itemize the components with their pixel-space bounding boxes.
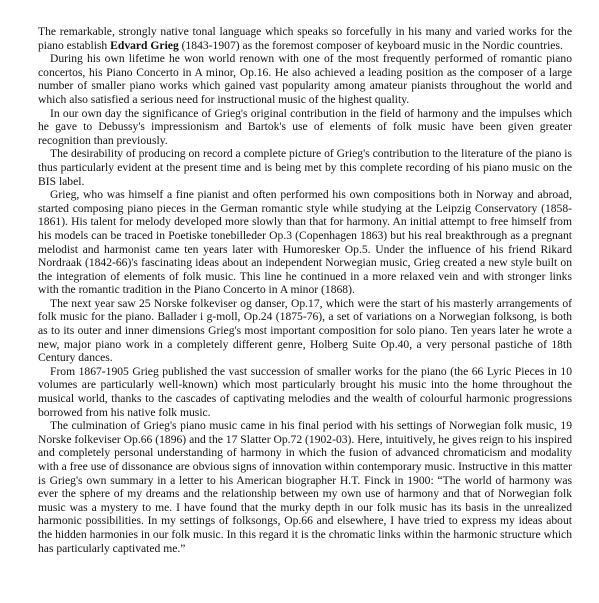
intro-text-after: (1843-1907) as the foremost composer of keyboard music in the Nordic countries. — [178, 38, 563, 52]
paragraph-culmination: The culmination of Grieg's piano music came in his final period with his settings of Norwegian folk music, 19 Norske folkeviser Op.66 (1896) and the 17 Slatter Op.72 (1902-03). Here, intuitively, he gives reign to his inspired and completely personal understanding of harmony in which the fusion of advanced chromaticism and modality with a free use of dissonance are obvious signs of innovation within contemporary music. Instructive in this matter is Grieg's own summary in a letter to his American biographer H.T. Finck in 1900: “The world of harmony was ever the sphere of my dreams and the relationship between my own use of harmony and that of Norwegian folk music was a mystery to me. I have found that the murky depth in our folk music has its basis in the unrealized harmonic possibilities. In my settings of folksongs, Op.66 and elsewhere, I have tried to express my ideas about the hidden harmonies in our folk music. In this regard it is the chromatic links within the harmonic structure which has particularly captivated me.” — [38, 419, 572, 555]
paragraph-significance: In our own day the significance of Grieg's original contribution in the field of harmony and the impulses which he gave to Debussy's impressionism and Bartok's use of elements of folk music have been given greater recognition than previously. — [38, 106, 572, 147]
liner-notes-page — [38, 25, 572, 555]
paragraph-early-career: Grieg, who was himself a fine pianist and often performed his own compositions both in Norway and abroad, started composing piano pieces in the German romantic style while studying at the Leipzig Conservatory (1858-1861). His talent for melody developed more slowly than that for harmony. An initial attempt to free himself from his models can be traced in Poetiske tonebilleder Op.3 (Copenhagen 1863) but his real breakthrough as a pregnant melodist and harmonist came ten years later with Humoresker Op.5. Under the influence of his friend Rikard Nordraak (1842-66)'s fascinating ideas about an independent Norwegian music, Grieg created a new style built on the integration of elements of folk music. This line he continued in a more relaxed vein and with stronger links with the romantic tradition in the Piano Concerto in A minor (1868). — [38, 188, 572, 297]
paragraph-intro — [38, 25, 572, 52]
intro-text-before: The remarkable, strongly native tonal language which speaks so forcefully in his many and varied works for the piano establish — [38, 25, 572, 52]
composer-name: Edvard Grieg — [110, 38, 179, 52]
paragraph-recording: The desirability of producing on record a complete picture of Grieg's contribution to the literature of the piano is thus particularly evident at the present time and is being met by this complete recording of his piano music on the BIS label. — [38, 147, 572, 188]
paragraph-lyric-pieces: From 1867-1905 Grieg published the vast succession of smaller works for the piano (the 66 Lyric Pieces in 10 volumes are particularly well-known) which most particularly brought his music into the home throughout the musical world, thanks to the cascades of captivating melodies and the wealth of colourful harmonic progressions borrowed from his native folk music. — [38, 364, 572, 419]
paragraph-lifetime-renown: During his own lifetime he won world renown with one of the most frequently performed of romantic piano concertos, his Piano Concerto in A minor, Op.16. He also achieved a leading position as the composer of a large number of smaller piano works which gained vast popularity among amateur pianists throughout the world and which also satisfied a serious need for instructional music of the highest quality. — [38, 52, 572, 106]
paragraph-folk-arrangements: The next year saw 25 Norske folkeviser og danser, Op.17, which were the start of his masterly arrangements of folk music for the piano. Ballader i g-moll, Op.24 (1875-76), a set of variations on a Norwegian folksong, is both as to its outer and inner dimensions Grieg's most important composition for solo piano. Ten years later he wrote a new, major piano work in a completely different genre, Holberg Suite Op.40, a very personal pastiche of 18th Century dances. — [38, 296, 572, 365]
